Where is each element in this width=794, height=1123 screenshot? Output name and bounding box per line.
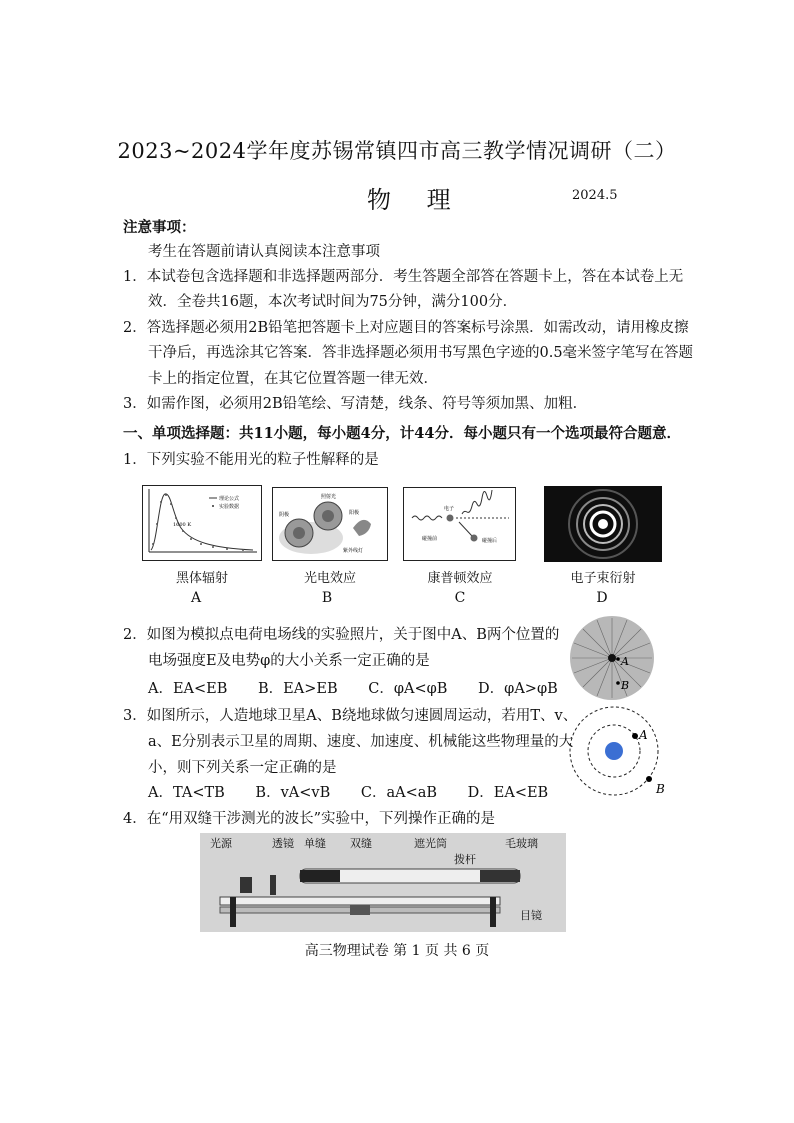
q3-stem-1: 3．如图所示，人造地球卫星A、B绕地球做匀速圆周运动，若用T、v、 [123, 708, 578, 724]
svg-text:拨杆: 拨杆 [454, 854, 476, 866]
satellite-orbit-diagram [562, 705, 672, 801]
caption-c: 康普顿效应 [427, 571, 493, 586]
q4-stem: 4．在“用双缝干涉测光的波长”实验中，下列操作正确的是 [123, 811, 496, 827]
svg-text:碰撞前: 碰撞前 [422, 536, 438, 542]
electron-diffraction-figure [544, 486, 662, 562]
q2-option-c: C．φA<φB [368, 681, 448, 697]
page-footer: 高三物理试卷 第 1 页 共 6 页 [304, 943, 490, 959]
legend-data: 实验数据 [219, 504, 240, 510]
option-b: B [321, 590, 333, 606]
notice-item: 3．如需作图，必须用2B铅笔绘、写清楚，线条、符号等须加黑、加粗． [123, 396, 588, 412]
subject-title: 物 理 [367, 186, 465, 214]
option-a: A [190, 590, 202, 606]
satellite-a-label: A [639, 728, 648, 742]
caption-b: 光电效应 [303, 571, 356, 586]
caption-d: 电子束衍射 [570, 571, 636, 586]
svg-text:照射光: 照射光 [321, 494, 337, 500]
q3-options [148, 783, 574, 803]
legend-theory: 理论公式 [219, 496, 240, 502]
notice-heading: 注意事项： [123, 219, 196, 236]
point-a-label: A [621, 655, 629, 668]
q2-option-a: A．EA<EB [148, 681, 228, 697]
satellite-b-label: B [656, 782, 665, 796]
q3-option-b: B．vA<vB [255, 785, 331, 801]
notice-item: 效．全卷共16题，本次考试时间为75分钟，满分100分． [148, 294, 518, 310]
blackbody-figure [142, 485, 262, 561]
point-b-label: B [621, 679, 630, 692]
notice-intro: 考生在答题前请认真阅读本注意事项 [148, 244, 380, 260]
earth-icon [605, 742, 623, 760]
q2-option-d: D．φA>φB [478, 681, 558, 697]
svg-text:光源: 光源 [210, 838, 232, 850]
q3-stem-3: 小，则下列关系一定正确的是 [148, 760, 337, 776]
caption-a: 黑体辐射 [175, 571, 228, 586]
svg-text:目镜: 目镜 [520, 910, 542, 922]
svg-text:单缝: 单缝 [304, 838, 326, 850]
field-line-photo [568, 615, 656, 701]
svg-text:透镜: 透镜 [272, 838, 294, 850]
svg-text:紫外线灯: 紫外线灯 [343, 548, 364, 554]
svg-text:电子: 电子 [444, 506, 455, 512]
compton-figure [403, 487, 516, 561]
svg-text:毛玻璃: 毛玻璃 [505, 838, 538, 850]
notice-item: 2．答选择题必须用2B铅笔把答题卡上对应题目的答案标号涂黑．如需改动，请用橡皮擦 [123, 320, 689, 336]
section-heading: 一、单项选择题：共11小题，每小题4分，计44分．每小题只有一个选项最符合题意． [123, 425, 681, 442]
notice-item: 1．本试卷包含选择题和非选择题两部分．考生答题全部答在答题卡上，答在本试卷上无 [123, 269, 684, 285]
svg-text:阳极: 阳极 [349, 510, 360, 516]
q2-option-b: B．EA>EB [258, 681, 338, 697]
notice-item: 卡上的指定位置，在其它位置答题一律无效． [148, 371, 438, 387]
double-slit-apparatus-photo [200, 833, 566, 932]
q3-option-a: A．TA<TB [148, 785, 225, 801]
svg-text:双缝: 双缝 [350, 838, 372, 850]
notice-item: 干净后，再选涂其它答案．答非选择题必须用书写黑色字迹的0.5毫米签字笔写在答题 [148, 345, 694, 361]
exam-date: 2024.5 [572, 188, 618, 203]
q2-stem-2: 电场强度E及电势φ的大小关系一定正确的是 [148, 653, 430, 669]
photoelectric-figure [272, 487, 388, 561]
q2-stem-1: 2．如图为模拟点电荷电场线的实验照片，关于图中A、B两个位置的 [123, 627, 560, 643]
option-c: C [454, 590, 466, 606]
q1-stem: 1．下列实验不能用光的粒子性解释的是 [123, 452, 379, 468]
svg-text:碰撞后: 碰撞后 [482, 538, 498, 544]
svg-text:遮光筒: 遮光筒 [414, 838, 447, 850]
temperature-label: 1600 K [173, 522, 192, 528]
q3-option-d: D．EA<EB [467, 785, 549, 801]
exam-title: 2023~2024学年度苏锡常镇四市高三教学情况调研（二） [117, 139, 677, 163]
option-d: D [596, 590, 608, 606]
q3-stem-2: a、E分别表示卫星的周期、速度、加速度、机械能这些物理量的大 [148, 734, 574, 750]
q2-options [148, 679, 584, 699]
svg-text:阴极: 阴极 [279, 512, 290, 518]
q3-option-c: C．aA<aB [360, 785, 438, 801]
